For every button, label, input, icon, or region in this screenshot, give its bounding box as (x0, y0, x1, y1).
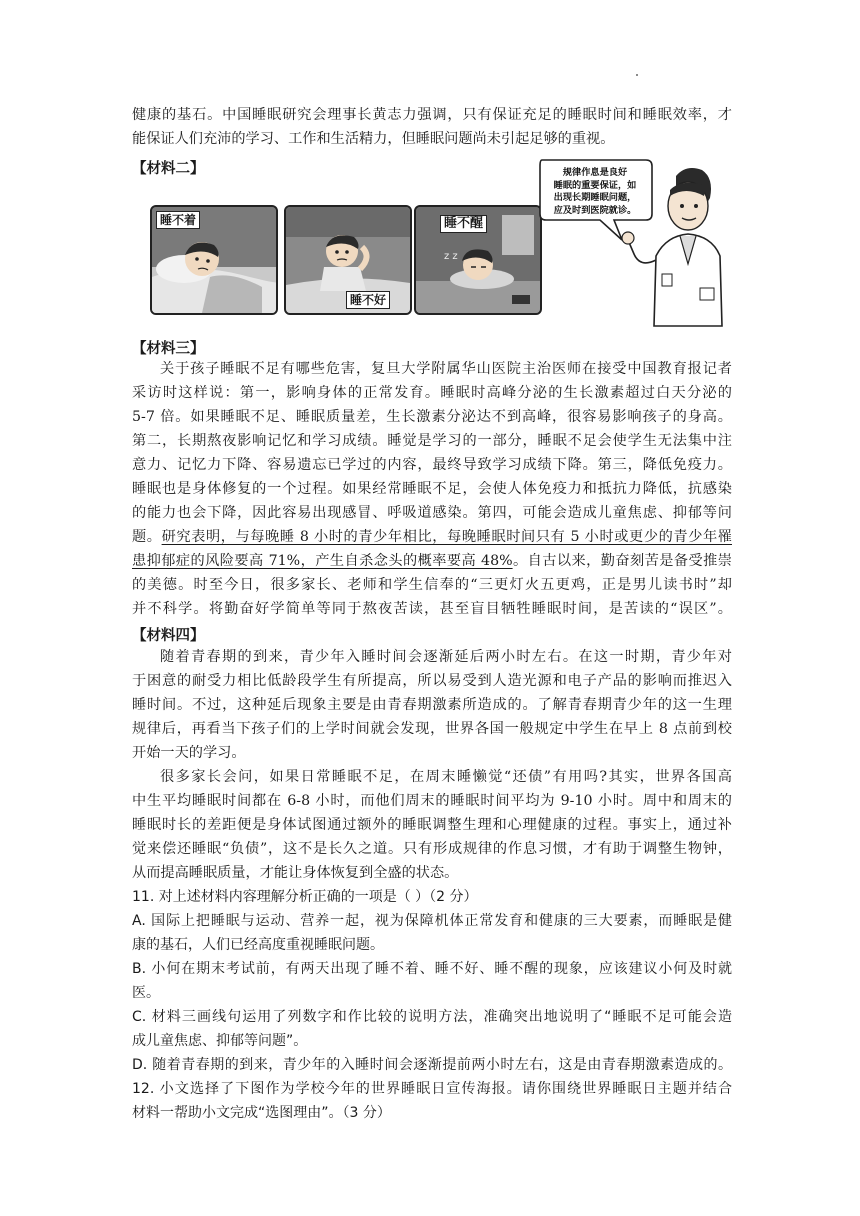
question-11-option-d: D. 随着青春期的到来，青少年的入睡时间会逐渐提前两小时左右，这是由青春期激素造成的。 (132, 1057, 732, 1073)
comic-panel-poor-sleep (284, 205, 412, 315)
speech-line: 睡眠的重要保证，如 (553, 179, 637, 191)
material4-line: 睡时间。不过，这种延后现象主要是由青春期激素所造成的。了解青春期青少年的这一生理 (132, 697, 732, 713)
underlined-sentence: 研究表明，与每晚睡 8 小时的青少年相比，每晚睡眠时间只有 5 小时或更少的青少年罹 (161, 529, 732, 545)
question-11-option-b-cont: 医。 (132, 985, 160, 1001)
material3-line: 睡眠也是身体修复的一个过程。如果经常睡眠不足，会使人体免疫力和抵抗力降低，抗感染 (132, 481, 732, 497)
question-11-option-c-cont: 成儿童焦虑、抑郁等问题”。 (132, 1033, 308, 1049)
question-11-option-b: B. 小何在期末考试前，有两天出现了睡不着、睡不好、睡不醒的现象，应该建议小何及时就 (132, 961, 732, 977)
question-12-cont: 材料一帮助小文完成“选图理由”。（3 分） (132, 1105, 391, 1121)
intro-line-2: 能保证人们充沛的学习、工作和生活精力，但睡眠问题尚未引起足够的重视。 (132, 131, 615, 147)
text-span: 。自古以来，勤奋刻苦是备受推崇 (512, 553, 732, 569)
material4-line: 随着青春期的到来，青少年入睡时间会逐渐延后两小时左右。在这一时期，青少年对 (160, 649, 732, 665)
speech-line: 规律作息是良好 (562, 167, 628, 178)
material3-line: 第二，长期熬夜影响记忆和学习成绩。睡觉是学习的一部分，睡眠不足会使学生无法集中注 (132, 433, 732, 449)
material3-line: 意力、记忆力下降、容易遗忘已学过的内容，最终导致学习成绩下降。第三，降低免疫力。 (132, 457, 732, 473)
material3-line (132, 552, 732, 570)
speech-line: 出现长期睡眠问题， (553, 192, 637, 203)
material4-line: 觉来偿还睡眠“负债”，这不是长久之道。只有形成规律的作息习惯，才有助于调整生物钟， (132, 841, 732, 857)
text-span: 题。 (132, 529, 162, 545)
question-12: 12. 小文选择了下图作为学校今年的世界睡眠日宣传海报。请你围绕世界睡眠日主题并结合 (132, 1081, 732, 1097)
panel-caption-cant-sleep: 睡不着 (156, 211, 200, 229)
question-11-option-c: C. 材料三画线句运用了列数字和作比较的说明方法，准确突出地说明了“睡眠不足可能会造 (132, 1009, 732, 1025)
speech-line: 应及时到医院就诊。 (553, 204, 637, 216)
material4-line: 于困意的耐受力相比低龄段学生有所提高，所以易受到人造光源和电子产品的影响而推迟入 (132, 673, 732, 689)
material2-heading: 【材料二】 (132, 161, 205, 177)
question-11-option-a: A. 国际上把睡眠与运动、营养一起，视为保障机体正常发育和健康的三大要素，而睡眠是健 (132, 913, 732, 929)
material4-line: 从而提高睡眠质量，才能让身体恢复到全盛的状态。 (132, 865, 459, 881)
question-11-option-a-cont: 康的基石，人们已经高度重视睡眠问题。 (132, 937, 384, 953)
question-11: 11. 对上述材料内容理解分析正确的一项是（ ）（2 分） (132, 889, 478, 905)
material3-line: 5-7 倍。如果睡眠不足、睡眠质量差，生长激素分泌达不到高峰，很容易影响孩子的身高。 (132, 409, 732, 425)
material4-line: 规律后，再看当下孩子们的上学时间就会发现，世界各国一般规定中学生在早上 8 点前到校 (132, 721, 732, 737)
material4-line: 开始一天的学习。 (132, 745, 246, 761)
material3-heading: 【材料三】 (132, 341, 205, 357)
material3-line: 关于孩子睡眠不足有哪些危害，复旦大学附属华山医院主治医师在接受中国教育报记者 (160, 361, 732, 377)
material4-heading: 【材料四】 (132, 628, 205, 644)
panel-caption-cant-wake: 睡不醒 (440, 215, 487, 233)
comic-panel-cant-wake (414, 205, 542, 315)
material4-line: 中生平均睡眠时间都在 6-8 小时，而他们周末的睡眠时间平均为 9-10 小时。周中和周末的 (132, 793, 732, 809)
svg-text:z z: z z (444, 251, 458, 262)
material4-line: 很多家长会问，如果日常睡眠不足，在周末睡懒觉“还债”有用吗?其实，世界各国高 (160, 769, 732, 785)
material3-line (132, 528, 732, 546)
material4-line: 睡眠时长的差距便是身体试图通过额外的睡眠调整生理和心理健康的过程。事实上，通过补 (132, 817, 732, 833)
material3-line: 的能力也会下降，因此容易出现感冒、呼吸道感染。第四，可能会造成儿童焦虑、抑郁等问 (132, 505, 732, 521)
material3-line: 的美德。时至今日，很多家长、老师和学生信奉的“三更灯火五更鸡，正是男儿读书时”却 (132, 577, 732, 593)
material3-line: 并不科学。将勤奋好学简单等同于熬夜苦读，甚至盲目牺牲睡眠时间，是苦读的“误区”。 (132, 601, 732, 617)
intro-line-1: 健康的基石。中国睡眠研究会理事长黄志力强调，只有保证充足的睡眠时间和睡眠效率，才 (132, 107, 732, 123)
panel-caption-poor-sleep: 睡不好 (346, 291, 390, 309)
material3-line: 采访时这样说：第一，影响身体的正常发育。睡眠时高峰分泌的生长激素超过白天分泌的 (132, 385, 732, 401)
underlined-sentence: 患抑郁症的风险要高 71%，产生自杀念头的概率要高 48% (132, 553, 513, 569)
scan-speck (636, 74, 638, 76)
doctor-speech-bubble (545, 167, 645, 217)
comic-panel-cant-sleep (150, 205, 278, 315)
